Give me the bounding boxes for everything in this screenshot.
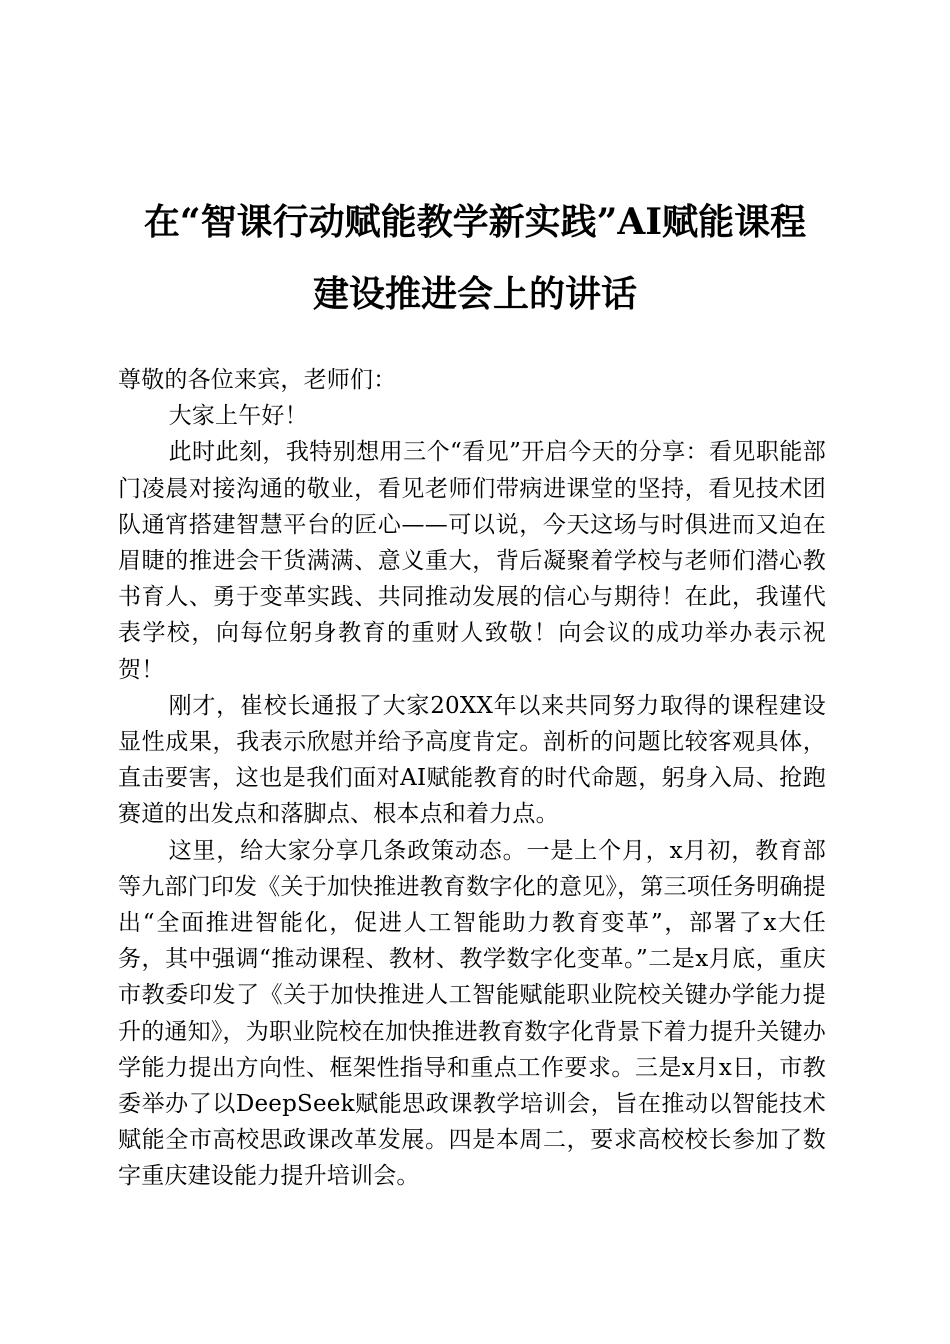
document-body xyxy=(118,362,826,1195)
paragraph-3: 这里，给大家分享几条政策动态。一是上个月，x月初，教育部等九部门印发《关于加快推进教育数字化的意见》，第三项任务明确提出“全面推进智能化，促进人工智能助力教育变革”，部署了x大任务，其中强调“推动课程、教材、教学数字化变革。”二是x月底，重庆市教委印发了《关于加快推进人工智能赋能职业院校关键办学能力提升的通知》，为职业院校在加快推进教育数字化背景下着力提升关键办学能力提出方向性、框架性指导和重点工作要求。三是x月x日，市教委举办了以DeepSeek赋能思政课教学培训会，旨在推动以智能技术赋能全市高校思政课改革发展。四是本周二，要求高校校长参加了数字重庆建设能力提升培训会。 xyxy=(118,837,826,1190)
title-line-1: 在“智课行动赋能教学新实践”AI赋能课程 xyxy=(143,201,807,243)
salutation: 尊敬的各位来宾，老师们： xyxy=(118,367,397,393)
greeting: 大家上午好！ xyxy=(168,403,308,430)
title-line-2: 建设推进会上的讲话 xyxy=(312,273,637,315)
paragraph-1: 此时此刻，我特别想用三个“看见”开启今天的分享：看见职能部门凌晨对接沟通的敬业，看见老师们带病进课堂的坚持，看见技术团队通宵搭建智慧平台的匠心——可以说，今天这场与时俱进而又迫在眉睫的推进会干货满满、意义重大，背后凝聚着学校与老师们潜心教书育人、勇于变革实践、共同推动发展的信心与期待！在此，我谨代表学校，向每位躬身教育的重财人致敬！向会议的成功举办表示祝贺！ xyxy=(118,439,826,683)
paragraph-2: 刚才，崔校长通报了大家20XX年以来共同努力取得的课程建设显性成果，我表示欣慰并给予高度肯定。剖析的问题比较客观具体，直击要害，这也是我们面对AI赋能教育的时代命题，躬身入局、抢跑赛道的出发点和落脚点、根本点和着力点。 xyxy=(118,692,826,828)
document-title xyxy=(110,186,840,330)
